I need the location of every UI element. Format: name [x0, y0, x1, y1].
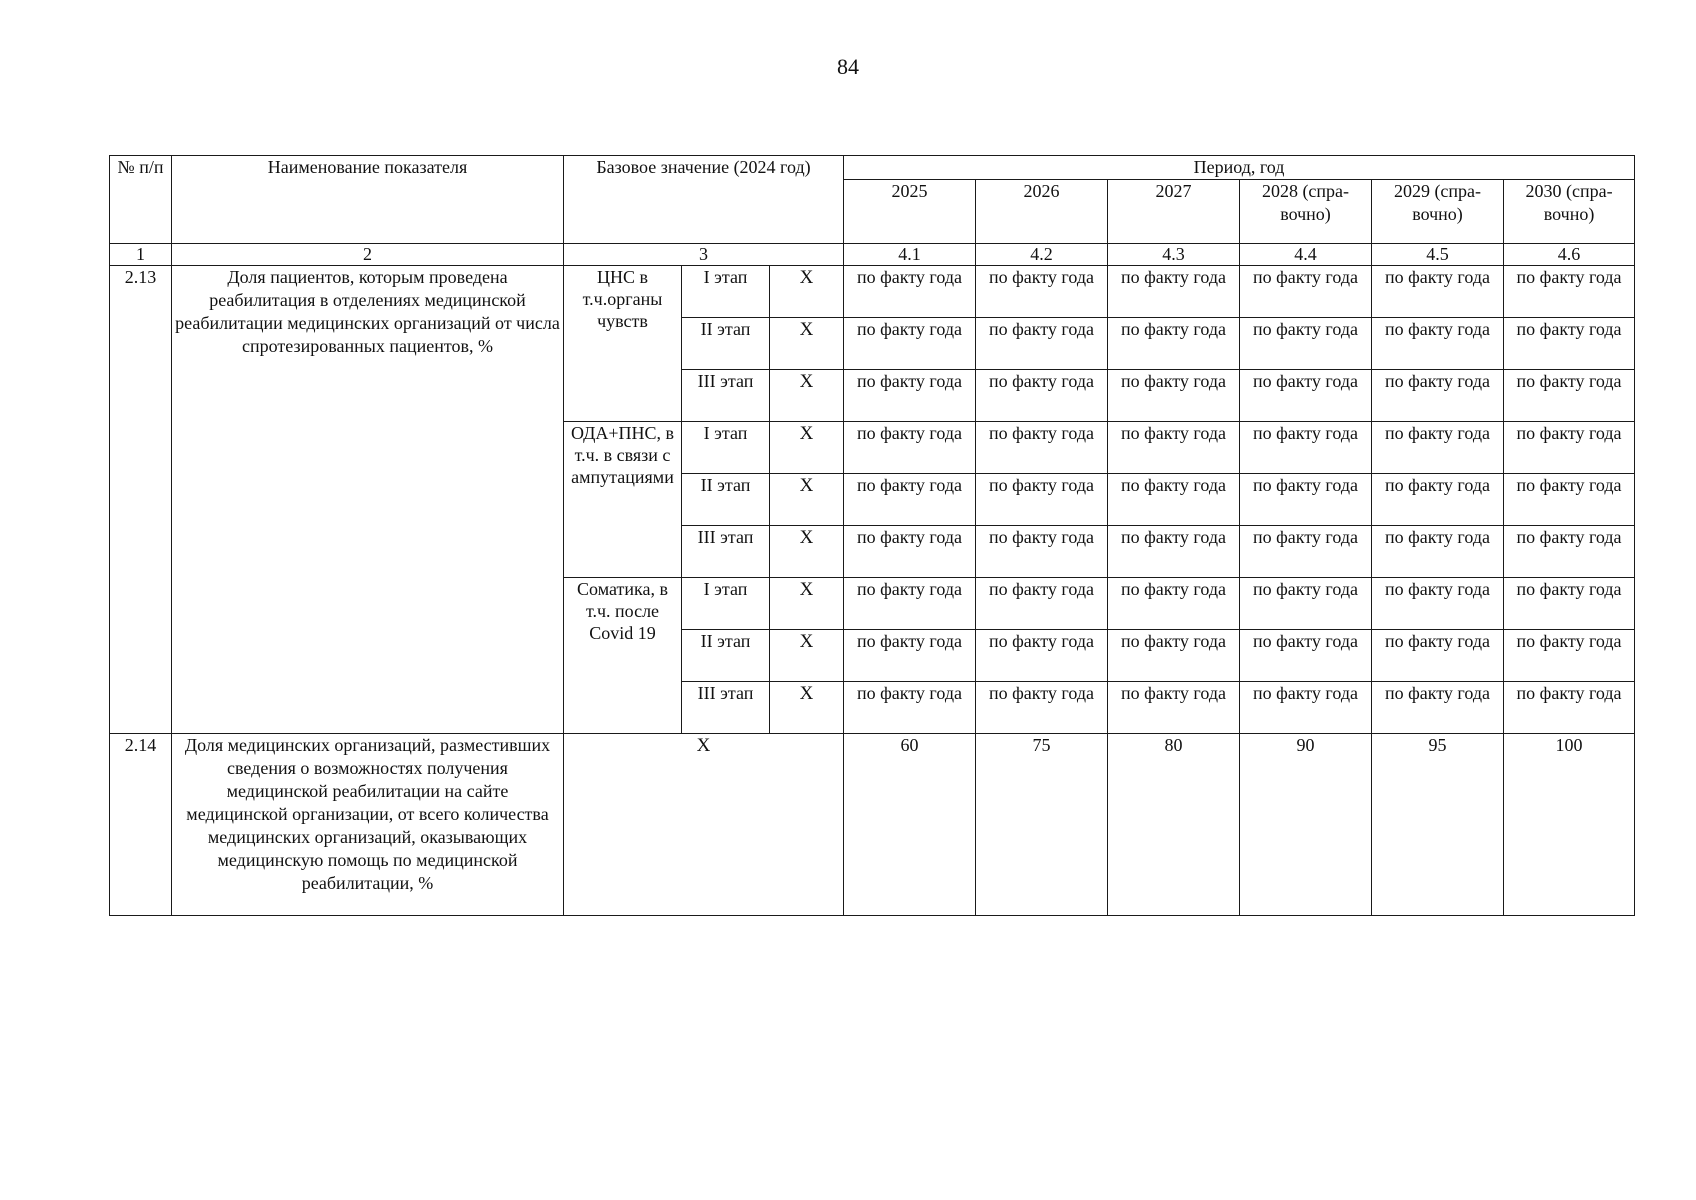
year-value: по факту года — [844, 422, 976, 474]
year-value: 80 — [1108, 734, 1240, 916]
year-value: по факту года — [1372, 578, 1504, 630]
year-value: по факту года — [976, 526, 1108, 578]
column-number: 1 — [110, 244, 172, 266]
base-value: X — [770, 318, 844, 370]
column-number: 2 — [172, 244, 564, 266]
header-year: 2026 — [976, 180, 1108, 244]
base-value: X — [770, 682, 844, 734]
year-value: по факту года — [1108, 630, 1240, 682]
header-base: Базовое значение (2024 год) — [564, 156, 844, 244]
header-year: 2029 (спра-вочно) — [1372, 180, 1504, 244]
stage-label: III этап — [682, 526, 770, 578]
year-value: по факту года — [1504, 318, 1635, 370]
group-label: ОДА+ПНС, в т.ч. в связи с ампутациями — [564, 422, 682, 578]
stage-label: III этап — [682, 370, 770, 422]
year-value: по факту года — [976, 266, 1108, 318]
base-value: X — [770, 526, 844, 578]
column-number: 4.5 — [1372, 244, 1504, 266]
year-value: по факту года — [1240, 370, 1372, 422]
year-value: по факту года — [1108, 266, 1240, 318]
year-value: 60 — [844, 734, 976, 916]
header-period: Период, год — [844, 156, 1635, 180]
header-name: Наименование показателя — [172, 156, 564, 244]
stage-label: II этап — [682, 630, 770, 682]
year-value: по факту года — [1240, 422, 1372, 474]
row-number: 2.13 — [110, 266, 172, 734]
year-value: по факту года — [1108, 318, 1240, 370]
year-value: 75 — [976, 734, 1108, 916]
column-number: 3 — [564, 244, 844, 266]
year-value: по факту года — [1240, 630, 1372, 682]
year-value: по факту года — [844, 370, 976, 422]
year-value: по факту года — [1372, 422, 1504, 474]
column-number: 4.6 — [1504, 244, 1635, 266]
year-value: по факту года — [844, 578, 976, 630]
column-numbers-row — [110, 244, 1635, 266]
base-value: X — [770, 474, 844, 526]
header-num: № п/п — [110, 156, 172, 244]
year-value: по факту года — [1372, 318, 1504, 370]
year-value: по факту года — [1108, 578, 1240, 630]
indicator-table — [109, 155, 1635, 916]
year-value: по факту года — [844, 474, 976, 526]
column-number: 4.3 — [1108, 244, 1240, 266]
year-value: по факту года — [976, 474, 1108, 526]
base-value: X — [564, 734, 844, 916]
year-value: по факту года — [1372, 370, 1504, 422]
year-value: по факту года — [1240, 266, 1372, 318]
year-value: по факту года — [1372, 474, 1504, 526]
year-value: по факту года — [844, 682, 976, 734]
year-value: по факту года — [1372, 630, 1504, 682]
year-value: по факту года — [1108, 474, 1240, 526]
year-value: по факту года — [1504, 266, 1635, 318]
year-value: по факту года — [1504, 578, 1635, 630]
year-value: по факту года — [1108, 422, 1240, 474]
header-year: 2025 — [844, 180, 976, 244]
year-value: 90 — [1240, 734, 1372, 916]
year-value: по факту года — [1504, 474, 1635, 526]
year-value: по факту года — [844, 318, 976, 370]
row-number: 2.14 — [110, 734, 172, 916]
year-value: по факту года — [976, 630, 1108, 682]
year-value: по факту года — [1108, 370, 1240, 422]
year-value: по факту года — [1504, 526, 1635, 578]
header-year: 2027 — [1108, 180, 1240, 244]
year-value: по факту года — [1372, 682, 1504, 734]
year-value: по факту года — [1240, 526, 1372, 578]
year-value: по факту года — [976, 370, 1108, 422]
stage-label: I этап — [682, 578, 770, 630]
column-number: 4.2 — [976, 244, 1108, 266]
group-label: Соматика, в т.ч. после Covid 19 — [564, 578, 682, 734]
indicator-row — [110, 734, 1635, 916]
year-value: по факту года — [1240, 682, 1372, 734]
column-number: 4.4 — [1240, 244, 1372, 266]
year-value: по факту года — [1108, 526, 1240, 578]
year-value: по факту года — [976, 422, 1108, 474]
year-value: по факту года — [1240, 318, 1372, 370]
stage-label: II этап — [682, 474, 770, 526]
column-number: 4.1 — [844, 244, 976, 266]
indicator-name: Доля пациентов, которым проведена реабилитация в отделениях медицинской реабилитации медицинских организаций от числа спротезированных пациентов, % — [172, 266, 564, 734]
stage-label: I этап — [682, 266, 770, 318]
year-value: по факту года — [976, 578, 1108, 630]
base-value: X — [770, 422, 844, 474]
year-value: по факту года — [1108, 682, 1240, 734]
header-row — [110, 156, 1635, 180]
year-value: по факту года — [1504, 422, 1635, 474]
year-value: по факту года — [844, 266, 976, 318]
year-value: по факту года — [844, 526, 976, 578]
year-value: по факту года — [1240, 578, 1372, 630]
header-year: 2030 (спра-вочно) — [1504, 180, 1635, 244]
year-value: 95 — [1372, 734, 1504, 916]
year-value: по факту года — [976, 682, 1108, 734]
stage-label: I этап — [682, 422, 770, 474]
stage-row — [110, 266, 1635, 318]
year-value: по факту года — [844, 630, 976, 682]
base-value: X — [770, 578, 844, 630]
year-value: по факту года — [1240, 474, 1372, 526]
base-value: X — [770, 266, 844, 318]
stage-label: III этап — [682, 682, 770, 734]
year-value: по факту года — [976, 318, 1108, 370]
base-value: X — [770, 370, 844, 422]
indicator-name: Доля медицинских организаций, разместивших сведения о возможностях получения медицинской реабилитации на сайте медицинской организации, от всего количества медицинских организаций, оказывающих медицинскую помощь по медицинской реабилитации, % — [172, 734, 564, 916]
stage-label: II этап — [682, 318, 770, 370]
year-value: по факту года — [1372, 266, 1504, 318]
year-value: по факту года — [1504, 370, 1635, 422]
year-value: по факту года — [1372, 526, 1504, 578]
year-value: по факту года — [1504, 630, 1635, 682]
year-value: 100 — [1504, 734, 1635, 916]
base-value: X — [770, 630, 844, 682]
page-number: 84 — [837, 54, 859, 79]
group-label: ЦНС в т.ч.органы чувств — [564, 266, 682, 422]
header-year: 2028 (спра-вочно) — [1240, 180, 1372, 244]
year-value: по факту года — [1504, 682, 1635, 734]
